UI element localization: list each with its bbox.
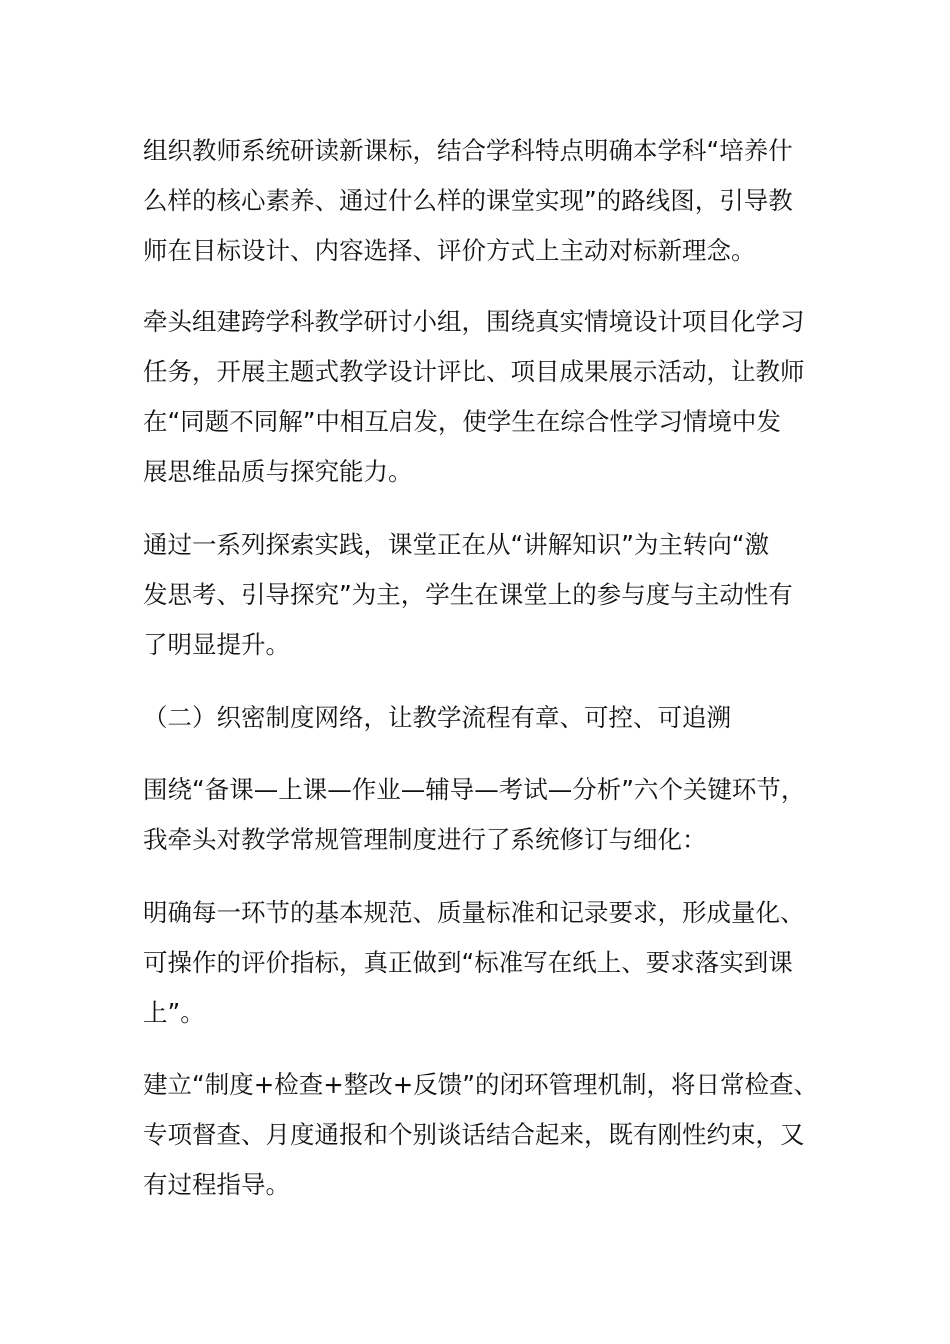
paragraph-classroom-change [143, 520, 793, 670]
text-line: 我牵头对教学常规管理制度进行了系统修订与细化： [143, 825, 707, 854]
text-line: 任务，开展主题式教学设计评比、项目成果展示活动，让教师 [143, 357, 805, 386]
text-line: 上”。 [143, 998, 205, 1027]
text-line: 牵头组建跨学科教学研讨小组，围绕真实情境设计项目化学习 [143, 307, 805, 336]
text-line: 通过一系列探索实践，课堂正在从“讲解知识”为主转向“激 [143, 530, 770, 559]
text-line: 师在目标设计、内容选择、评价方式上主动对标新理念。 [143, 236, 756, 265]
text-line: 了明显提升。 [143, 630, 290, 659]
paragraph-curriculum-study [143, 126, 793, 276]
paragraph-closed-loop [143, 1060, 818, 1210]
text-line: 组织教师系统研读新课标，结合学科特点明确本学科“培养什 [143, 136, 793, 165]
text-line: 展思维品质与探究能力。 [143, 457, 413, 486]
text-line: 发思考、引导探究”为主，学生在课堂上的参与度与主动性有 [143, 580, 793, 609]
text-line: 有过程指导。 [143, 1170, 290, 1199]
text-line: 围绕“备课—上课—作业—辅导—考试—分析”六个关键环节， [143, 775, 806, 804]
text-line: 专项督查、月度通报和个别谈话结合起来，既有刚性约束，又 [143, 1120, 805, 1149]
text-line: 么样的核心素养、通过什么样的课堂实现”的路线图，引导教 [143, 186, 793, 215]
paragraph-interdisciplinary-group [143, 297, 805, 497]
text-line: 建立“制度+检查+整改+反馈”的闭环管理机制，将日常检查、 [143, 1070, 818, 1099]
paragraph-standards [143, 888, 805, 1038]
text-line: 明确每一环节的基本规范、质量标准和记录要求，形成量化、 [143, 898, 805, 927]
heading-line: （二）织密制度网络，让教学流程有章、可控、可追溯 [143, 703, 731, 732]
text-line: 在“同题不同解”中相互启发，使学生在综合性学习情境中发 [143, 407, 781, 436]
text-line: 可操作的评价指标，真正做到“标准写在纸上、要求落实到课 [143, 948, 793, 977]
section-heading [143, 693, 731, 743]
paragraph-key-stages [143, 765, 805, 865]
